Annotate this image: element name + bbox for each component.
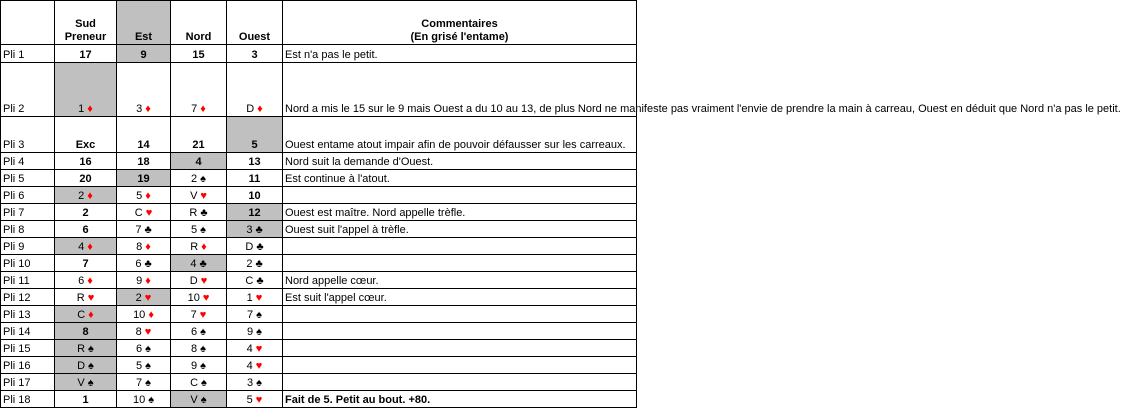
carreau-suit-icon: ♦ [200, 103, 206, 115]
card-ouest [227, 323, 283, 340]
card-value: 2 [78, 190, 85, 202]
card-value: C [134, 207, 143, 219]
card-est [117, 289, 171, 306]
card-value: 5 [251, 139, 258, 151]
card-ouest [227, 63, 283, 117]
card-nord [171, 117, 227, 153]
trick-row [1, 374, 637, 391]
pique-suit-icon: ♠ [148, 394, 155, 406]
trick-row [1, 255, 637, 272]
card-est [117, 187, 171, 204]
card-est [117, 306, 171, 323]
card-value: 4 [190, 258, 197, 270]
card-sud [55, 323, 117, 340]
trick-row [1, 221, 637, 238]
card-value: 8 [136, 241, 143, 253]
card-ouest [227, 255, 283, 272]
card-value: 3 [251, 49, 258, 61]
trick-label: Pli 3 [1, 117, 55, 153]
trick-label: Pli 13 [1, 306, 55, 323]
card-est [117, 45, 171, 63]
carreau-suit-icon: ♦ [201, 241, 207, 253]
carreau-suit-icon: ♦ [148, 309, 154, 321]
card-value: 11 [248, 173, 261, 185]
coeur-suit-icon: ♥ [255, 343, 263, 355]
card-value: 21 [192, 139, 205, 151]
trick-comment: Ouest entame atout impair afin de pouvoir défausser sur les carreaux. [283, 117, 637, 153]
card-nord [171, 357, 227, 374]
card-value: 10 [132, 394, 146, 406]
card-value: V [190, 394, 198, 406]
coeur-suit-icon: ♥ [200, 190, 207, 202]
card-sud [55, 238, 117, 255]
trick-row [1, 187, 637, 204]
header-comment-line1: Commentaires [421, 18, 498, 30]
card-value: 9 [191, 360, 198, 372]
trick-comment [283, 238, 637, 255]
carreau-suit-icon: ♦ [87, 241, 93, 253]
card-est [117, 323, 171, 340]
card-value: 15 [192, 49, 205, 61]
card-value: 1 [78, 103, 85, 115]
card-value: C [245, 275, 254, 287]
pique-suit-icon: ♠ [88, 343, 94, 355]
header-sud [55, 1, 117, 45]
card-ouest [227, 170, 283, 187]
card-est [117, 153, 171, 170]
trick-row [1, 63, 637, 117]
card-ouest [227, 204, 283, 221]
card-value: 12 [248, 207, 261, 219]
card-sud [55, 153, 117, 170]
card-value: D [189, 275, 198, 287]
trick-comment [283, 340, 637, 357]
trick-comment: Nord suit la demande d'Ouest. [283, 153, 637, 170]
trick-label: Pli 7 [1, 204, 55, 221]
carreau-suit-icon: ♦ [145, 241, 151, 253]
card-value: R [76, 292, 85, 304]
trick-comment: Nord appelle cœur. [283, 272, 637, 289]
pique-suit-icon: ♠ [200, 360, 206, 372]
card-value: 3 [247, 377, 254, 389]
card-sud [55, 306, 117, 323]
trick-label: Pli 14 [1, 323, 55, 340]
card-value: 2 [246, 258, 253, 270]
card-ouest [227, 45, 283, 63]
card-value: 5 [246, 394, 253, 406]
card-value: 6 [82, 224, 89, 236]
card-ouest [227, 238, 283, 255]
coeur-suit-icon: ♥ [145, 207, 153, 219]
card-est [117, 117, 171, 153]
card-value: 7 [191, 103, 198, 115]
card-nord [171, 170, 227, 187]
pique-suit-icon: ♠ [256, 326, 262, 338]
card-value: 3 [136, 103, 143, 115]
trick-comment [283, 357, 637, 374]
carreau-suit-icon: ♦ [257, 103, 263, 115]
card-nord [171, 187, 227, 204]
trefle-suit-icon: ♣ [256, 275, 264, 287]
card-est [117, 63, 171, 117]
carreau-suit-icon: ♦ [145, 103, 151, 115]
card-ouest [227, 272, 283, 289]
trick-row [1, 357, 637, 374]
card-value: 20 [79, 173, 92, 185]
coeur-suit-icon: ♥ [255, 360, 263, 372]
card-ouest [227, 221, 283, 238]
card-value: 6 [191, 326, 198, 338]
trick-row [1, 391, 637, 408]
coeur-suit-icon: ♥ [200, 275, 208, 287]
card-ouest [227, 374, 283, 391]
trick-label: Pli 9 [1, 238, 55, 255]
card-value: R [190, 241, 199, 253]
card-value: 8 [191, 343, 198, 355]
pique-suit-icon: ♠ [256, 377, 262, 389]
trick-comment: Fait de 5. Petit au bout. +80. [283, 391, 637, 408]
card-nord [171, 340, 227, 357]
card-ouest [227, 289, 283, 306]
card-value: 5 [136, 190, 143, 202]
trick-label: Pli 1 [1, 45, 55, 63]
card-value: R [189, 207, 198, 219]
coeur-suit-icon: ♥ [255, 292, 263, 304]
card-est [117, 391, 171, 408]
card-sud [55, 255, 117, 272]
trick-comment: Nord a mis le 15 sur le 9 mais Ouest a du 10 au 13, de plus Nord ne manifeste pas vraiment l'envie de prendre la main à carreau, Ouest en déduit que Nord n'a pas le petit. [283, 63, 637, 117]
card-nord [171, 306, 227, 323]
card-sud [55, 340, 117, 357]
card-sud [55, 272, 117, 289]
card-est [117, 357, 171, 374]
card-est [117, 374, 171, 391]
pique-suit-icon: ♠ [200, 394, 207, 406]
carreau-suit-icon: ♦ [87, 190, 93, 202]
trick-label: Pli 11 [1, 272, 55, 289]
card-value: Exc [75, 139, 96, 151]
trick-label: Pli 5 [1, 170, 55, 187]
trick-comment [283, 374, 637, 391]
carreau-suit-icon: ♦ [145, 275, 151, 287]
card-value: 8 [135, 326, 142, 338]
trick-comment: Est suit l'appel cœur. [283, 289, 637, 306]
card-value: 7 [135, 224, 142, 236]
trick-label: Pli 2 [1, 63, 55, 117]
coeur-suit-icon: ♥ [255, 394, 263, 406]
pique-suit-icon: ♠ [200, 343, 206, 355]
card-value: 5 [136, 360, 143, 372]
trefle-suit-icon: ♣ [200, 207, 208, 219]
card-est [117, 272, 171, 289]
trick-comment [283, 323, 637, 340]
card-value: 18 [137, 156, 150, 168]
card-value: 7 [136, 377, 143, 389]
coeur-suit-icon: ♥ [202, 292, 210, 304]
trick-row [1, 117, 637, 153]
trick-row [1, 323, 637, 340]
card-nord [171, 63, 227, 117]
card-value: 1 [246, 292, 253, 304]
card-value: 10 [248, 190, 261, 202]
trick-comment [283, 306, 637, 323]
card-value: 9 [136, 275, 143, 287]
pique-suit-icon: ♠ [87, 377, 94, 389]
card-est [117, 204, 171, 221]
card-ouest [227, 153, 283, 170]
card-nord [171, 238, 227, 255]
card-value: 6 [78, 275, 85, 287]
trick-label: Pli 16 [1, 357, 55, 374]
card-ouest [227, 117, 283, 153]
card-value: 4 [78, 241, 85, 253]
trick-comment: Ouest est maître. Nord appelle trèfle. [283, 204, 637, 221]
trick-label: Pli 8 [1, 221, 55, 238]
card-nord [171, 272, 227, 289]
card-nord [171, 255, 227, 272]
card-est [117, 170, 171, 187]
card-est [117, 340, 171, 357]
trick-label: Pli 10 [1, 255, 55, 272]
trefle-suit-icon: ♣ [255, 224, 263, 236]
pique-suit-icon: ♠ [200, 224, 206, 236]
trick-label: Pli 4 [1, 153, 55, 170]
pique-suit-icon: ♠ [145, 377, 151, 389]
card-value: 3 [246, 224, 253, 236]
card-value: R [77, 343, 86, 355]
pique-suit-icon: ♠ [88, 360, 94, 372]
trick-row [1, 238, 637, 255]
card-value: 6 [135, 258, 142, 270]
card-ouest [227, 357, 283, 374]
card-est [117, 255, 171, 272]
trick-comment: Est continue à l'atout. [283, 170, 637, 187]
card-value: 7 [82, 258, 89, 270]
card-sud [55, 289, 117, 306]
pique-suit-icon: ♠ [256, 309, 262, 321]
card-value: 10 [133, 309, 146, 321]
carreau-suit-icon: ♦ [88, 309, 94, 321]
card-nord [171, 204, 227, 221]
trick-label: Pli 17 [1, 374, 55, 391]
card-value: V [190, 190, 198, 202]
trick-label: Pli 6 [1, 187, 55, 204]
carreau-suit-icon: ♦ [87, 103, 93, 115]
pique-suit-icon: ♠ [200, 326, 206, 338]
trick-comment [283, 187, 637, 204]
trick-row [1, 306, 637, 323]
card-nord [171, 374, 227, 391]
card-sud [55, 221, 117, 238]
header-est: Est [117, 1, 171, 45]
card-value: 10 [187, 292, 200, 304]
header-sud-line1: Sud [75, 18, 96, 30]
tricks-body [1, 45, 1121, 408]
trefle-suit-icon: ♣ [144, 258, 152, 270]
card-value: D [245, 241, 254, 253]
trick-row [1, 45, 637, 63]
trefle-suit-icon: ♣ [144, 224, 152, 236]
coeur-suit-icon: ♥ [144, 292, 152, 304]
card-nord [171, 221, 227, 238]
trick-row [1, 153, 637, 170]
trick-comment [283, 255, 637, 272]
pique-suit-icon: ♠ [145, 343, 151, 355]
card-value: 19 [137, 173, 150, 185]
card-value: 2 [82, 207, 89, 219]
card-nord [171, 323, 227, 340]
trick-row [1, 272, 637, 289]
card-sud [55, 63, 117, 117]
card-value: 14 [137, 139, 150, 151]
card-nord [171, 45, 227, 63]
coeur-suit-icon: ♥ [199, 309, 207, 321]
card-value: C [190, 377, 199, 389]
card-value: 5 [191, 224, 198, 236]
card-value: 7 [190, 309, 197, 321]
card-value: 16 [79, 156, 92, 168]
trick-comment: Est n'a pas le petit. [283, 45, 637, 63]
trick-label: Pli 15 [1, 340, 55, 357]
card-value: 4 [246, 343, 253, 355]
header-sud-line2: Preneur [64, 31, 107, 43]
card-sud [55, 374, 117, 391]
card-value: 9 [247, 326, 254, 338]
card-value: 13 [248, 156, 261, 168]
card-ouest [227, 306, 283, 323]
card-sud [55, 117, 117, 153]
card-value: 2 [191, 173, 198, 185]
trick-comment: Ouest suit l'appel à trèfle. [283, 221, 637, 238]
header-commentaires [283, 1, 637, 45]
trick-row [1, 170, 637, 187]
card-sud [55, 204, 117, 221]
card-ouest [227, 340, 283, 357]
trefle-suit-icon: ♣ [199, 258, 207, 270]
trick-row [1, 340, 637, 357]
card-ouest [227, 187, 283, 204]
card-value: 4 [246, 360, 253, 372]
card-sud [55, 357, 117, 374]
card-value: 6 [136, 343, 143, 355]
header-comment-line2: (En grisé l'entame) [410, 31, 509, 43]
card-value: 1 [82, 394, 89, 406]
coeur-suit-icon: ♥ [87, 292, 95, 304]
card-value: 9 [140, 49, 147, 61]
pique-suit-icon: ♠ [201, 377, 207, 389]
card-sud [55, 170, 117, 187]
card-value: V [77, 377, 85, 389]
trefle-suit-icon: ♣ [256, 241, 264, 253]
card-value: 17 [79, 49, 92, 61]
coeur-suit-icon: ♥ [144, 326, 152, 338]
trick-label: Pli 12 [1, 289, 55, 306]
card-ouest [227, 391, 283, 408]
trefle-suit-icon: ♣ [255, 258, 263, 270]
header-nord: Nord [171, 1, 227, 45]
card-nord [171, 391, 227, 408]
card-sud [55, 187, 117, 204]
card-value: 7 [247, 309, 254, 321]
trick-row [1, 204, 637, 221]
carreau-suit-icon: ♦ [145, 190, 151, 202]
card-value: 4 [195, 156, 202, 168]
pique-suit-icon: ♠ [145, 360, 151, 372]
header-ouest: Ouest [227, 1, 283, 45]
card-sud [55, 45, 117, 63]
card-value: D [77, 360, 86, 372]
trick-row [1, 289, 637, 306]
header-empty [1, 1, 55, 45]
carreau-suit-icon: ♦ [87, 275, 93, 287]
card-est [117, 221, 171, 238]
card-value: D [246, 103, 255, 115]
card-value: C [77, 309, 86, 321]
card-est [117, 238, 171, 255]
pique-suit-icon: ♠ [200, 173, 206, 185]
card-value: 2 [135, 292, 142, 304]
card-value: 8 [82, 326, 89, 338]
card-sud [55, 391, 117, 408]
header-row [1, 1, 637, 45]
card-nord [171, 289, 227, 306]
trick-label: Pli 18 [1, 391, 55, 408]
card-nord [171, 153, 227, 170]
